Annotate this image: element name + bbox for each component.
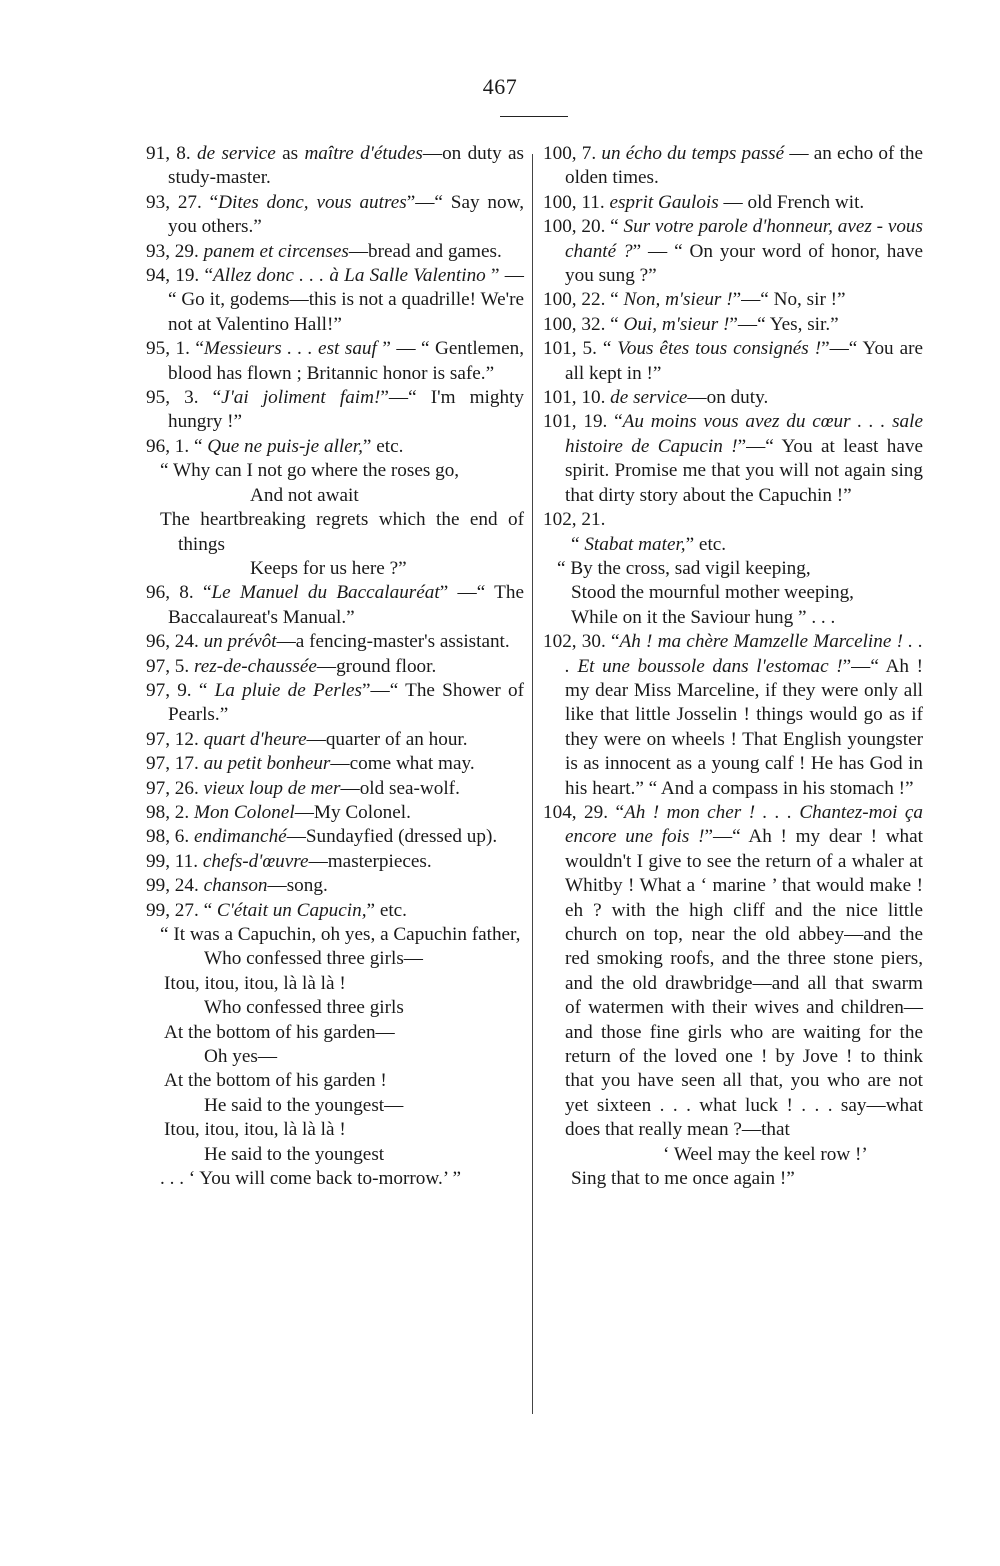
note-quote-mark: “	[596, 338, 618, 360]
note-translation: ” etc.	[362, 435, 404, 457]
note-translation: —masterpieces.	[308, 850, 432, 872]
note-french-term: vieux loup de mer	[203, 777, 341, 799]
note-entry	[146, 240, 524, 264]
verse-block	[146, 923, 524, 1191]
note-translation: ”—“ Say now, you others.”	[168, 191, 524, 238]
note-entry	[146, 264, 524, 337]
note-translation: ” etc.	[366, 899, 407, 921]
note-quote-mark: “	[191, 679, 215, 701]
verse-line: “ By the cross, sad vigil keeping,	[557, 557, 811, 579]
verse-line: He said to the youngest	[204, 1143, 385, 1165]
note-reference: 93, 29.	[146, 240, 199, 262]
note-entry	[146, 655, 524, 679]
note-quote-mark: “	[605, 313, 624, 335]
note-french-term: Messieurs . . . est sauf	[203, 338, 377, 360]
verse-line: At the bottom of his garden !	[164, 1070, 387, 1092]
verse-line: “ It was a Capuchin, oh yes, a Capuchin father,	[160, 924, 521, 945]
note-reference: 100, 7.	[543, 143, 597, 164]
note-reference: 91, 8.	[146, 143, 191, 164]
note-translation: ” — “ Go it, godems—this is not a quadrille! We're not at Valentino Hall!”	[168, 265, 524, 335]
note-reference: 100, 32.	[543, 313, 606, 335]
verse-line: And not await	[250, 484, 359, 506]
note-reference: 94, 19.	[146, 265, 200, 287]
note-french-term: au petit bonheur	[203, 753, 331, 775]
note-french-term: Le Manuel du Baccalauréat	[211, 582, 440, 604]
note-entry	[146, 386, 524, 435]
note-french-term: La pluie de Perles	[214, 679, 363, 701]
page-number: 467	[482, 74, 518, 99]
note-entry	[543, 508, 923, 532]
note-entry	[146, 630, 524, 654]
verse-line: At the bottom of his garden—	[164, 1021, 395, 1043]
note-entry	[543, 630, 923, 801]
note-reference: 96, 1.	[146, 435, 190, 457]
verse-line: . . . ‘ You will come back to-morrow.’ ”	[160, 1168, 462, 1190]
note-quote-mark: “	[605, 289, 624, 311]
note-french-term: Dites donc, vous autres	[218, 191, 407, 213]
note-translation: —ground floor.	[316, 655, 437, 677]
note-quote-mark: “	[189, 435, 208, 457]
note-entry	[146, 825, 524, 849]
note-reference: 98, 2.	[146, 801, 190, 823]
note-french-term: Au moins vous avez du cœur . . . sale histoire de Capucin !	[565, 411, 923, 457]
verse-block	[543, 533, 923, 631]
verse-line: Itou, itou, itou, là là là !	[164, 972, 346, 994]
note-french-term: panem et circenses	[203, 240, 349, 262]
note-reference: 97, 26.	[146, 777, 199, 799]
note-reference: 102, 30.	[543, 631, 606, 653]
note-french-term: C'était un Capucin,	[216, 899, 367, 921]
note-french-term: Ah ! mon cher ! . . . Chantez-moi ça encore une fois !	[565, 801, 923, 848]
note-translation: ” — “ Gentlemen, blood has flown ; Britannic honor is safe.”	[168, 338, 525, 384]
verse-italic: Stabat mater,	[584, 533, 686, 555]
note-french-term: rez-de-chaussée	[193, 655, 317, 677]
note-translation: —old sea-wolf.	[340, 777, 460, 799]
note-translation: ” —“ The Baccalaureat's Manual.”	[168, 582, 524, 628]
note-reference: 97, 12.	[146, 728, 199, 750]
note-reference: 101, 5.	[543, 338, 597, 360]
note-translation: ”—“ You are all kept in !”	[565, 338, 923, 384]
note-reference: 101, 19.	[543, 411, 608, 433]
note-reference: 95, 3.	[146, 387, 199, 409]
note-french-term: endimanché	[193, 826, 287, 848]
verse-block	[146, 459, 524, 581]
note-entry	[543, 142, 923, 191]
note-translation: —bread and games.	[348, 240, 502, 262]
note-entry	[543, 410, 923, 508]
note-translation: ” — “ On your word of honor, have you sung ?”	[565, 240, 923, 287]
note-translation: ”—“ Ah ! my dear ! what wouldn't I give to see the return of a whaler at Whitby ! What a ‘ marine ’ that would make ! eh ? with the high cliff and the nice little church on top, near the old abbey—and the red smoking roofs, and the three stone piers, and the old drawbridge—and all that swarm of watermen with their wives and children—and those fine girls who are waiting for the return of the loved one ! by Jove ! to think that you have seen all that, you who are not yet sixteen . . . what luck ! . . . say—what does that really mean ?—that	[565, 826, 923, 1141]
note-reference: 100, 11.	[543, 191, 605, 213]
note-entry	[543, 337, 923, 386]
note-french-term: Que ne puis-je aller,	[207, 435, 363, 457]
verse-line: Who confessed three girls—	[204, 948, 423, 970]
note-quote-mark: “	[605, 631, 620, 653]
note-translation: ”—“ No, sir !”	[732, 289, 846, 311]
verse-line: Itou, itou, itou, là là là !	[164, 1119, 346, 1141]
note-quote-mark: “	[607, 411, 623, 433]
verse-line: He said to the youngest—	[204, 1094, 404, 1116]
left-column	[146, 142, 524, 1191]
note-reference: 97, 9.	[146, 679, 192, 701]
verse-line: Keeps for us here ?”	[250, 557, 407, 579]
note-entry	[146, 777, 524, 801]
note-quote-mark: “	[201, 191, 219, 213]
note-translation: —on duty as study-master.	[168, 143, 524, 189]
note-entry	[146, 337, 524, 386]
note-entry	[543, 313, 923, 337]
note-translation: ”—“ Yes, sir.”	[729, 313, 839, 335]
note-entry	[543, 191, 923, 215]
verse-line: Stood the mournful mother weeping,	[571, 582, 854, 604]
note-translation: —a fencing-master's assistant.	[276, 631, 510, 653]
note-french-term: maître d'études	[304, 143, 423, 164]
note-quote-mark: “	[189, 338, 204, 360]
note-french-term: quart d'heure	[203, 728, 307, 750]
column-divider	[532, 154, 533, 1414]
note-translation: —My Colonel.	[294, 801, 411, 823]
verse-line: While on it the Saviour hung ” . . .	[571, 606, 836, 628]
note-reference: 96, 8.	[146, 582, 194, 604]
note-translation: —come what may.	[330, 753, 475, 775]
verse-line: Who confessed three girls	[204, 997, 404, 1019]
note-french-term: Vous êtes tous consignés !	[617, 338, 822, 360]
note-entry	[146, 728, 524, 752]
note-quote-mark: “	[198, 899, 217, 921]
verse-line: “ Stabat mater,” etc.	[571, 533, 727, 555]
note-quote-mark: “	[608, 801, 625, 823]
note-reference: 97, 17.	[146, 753, 199, 775]
note-translation: —song.	[267, 875, 328, 897]
note-entry	[146, 899, 524, 923]
note-french-term: Sur votre parole d'honneur, avez - vous chanté ?	[565, 216, 923, 262]
note-entry	[543, 386, 923, 410]
note-entry	[146, 142, 524, 191]
note-quote-mark: “	[198, 387, 222, 409]
verse-block	[543, 1143, 923, 1192]
note-french-term: Ah ! ma chère Mamzelle Marceline ! . . . Et une boussole dans l'estomac !	[565, 631, 923, 677]
note-reference: 99, 11.	[146, 850, 199, 872]
note-translation: ”—“ The Shower of Pearls.”	[168, 679, 524, 726]
note-reference: 99, 27.	[146, 899, 199, 921]
note-entry	[543, 801, 923, 1143]
verse-line: Sing that to me once again !”	[571, 1168, 795, 1190]
note-entry	[146, 679, 524, 728]
note-french-term: Oui, m'sieur !	[623, 313, 730, 335]
note-reference: 97, 5.	[146, 655, 190, 677]
note-entry	[146, 581, 524, 630]
note-entry	[146, 850, 524, 874]
note-reference: 104, 29.	[543, 801, 609, 823]
note-french-term: esprit Gaulois	[609, 191, 719, 213]
note-entry	[543, 288, 923, 312]
note-translation: ”—“ Ah ! my dear Miss Marceline, if they were only all like that little Josselin ! things would go as if they were on wheels ! That English youngster is as innocent as a young calf ! He has God in his heart.” “ And a compass in his stomach !”	[565, 655, 923, 799]
note-translation: —quarter of an hour.	[306, 728, 468, 750]
note-reference: 96, 24.	[146, 631, 199, 653]
note-french-term: J'ai joliment faim!	[221, 387, 381, 409]
note-reference: 100, 20.	[543, 216, 606, 238]
note-entry	[146, 874, 524, 898]
note-quote-mark: “	[193, 582, 212, 604]
note-reference: 93, 27.	[146, 191, 202, 213]
note-reference: 98, 6.	[146, 826, 190, 848]
note-entry	[146, 191, 524, 240]
note-translation: — an echo of the olden times.	[565, 143, 924, 189]
note-french-term: Mon Colonel	[193, 801, 295, 823]
note-french-term: chefs-d'œuvre	[202, 850, 309, 872]
note-translation: ”—“ You at least have spirit. Promise me that you will not again sing that dirty story about the Capuchin !”	[565, 435, 923, 506]
note-french-term: de service	[197, 143, 276, 164]
verse-line: Oh yes—	[204, 1046, 278, 1068]
header-rule	[500, 116, 568, 117]
note-reference: 99, 24.	[146, 875, 199, 897]
note-french-term: Non, m'sieur !	[623, 289, 733, 311]
verse-line: ‘ Weel may the keel row !’	[663, 1143, 868, 1165]
note-translation: as	[275, 143, 305, 164]
note-entry	[146, 752, 524, 776]
note-french-term: un prévôt	[203, 631, 277, 653]
note-french-term: chanson	[203, 875, 268, 897]
note-quote-mark: “	[199, 265, 214, 287]
note-translation: ”—“ I'm mighty hungry !”	[168, 387, 524, 433]
note-entry	[146, 435, 524, 459]
verse-line: The heartbreaking regrets which the end of things	[160, 509, 524, 555]
note-french-term: de service	[610, 387, 688, 409]
note-reference: 101, 10.	[543, 387, 606, 409]
note-reference: 95, 1.	[146, 338, 190, 360]
note-french-term: un écho du temps passé	[601, 143, 785, 164]
note-reference: 100, 22.	[543, 289, 606, 311]
note-translation: —on duty.	[687, 387, 769, 409]
note-reference: 102, 21.	[543, 509, 606, 531]
note-french-term: Allez donc . . . à La Salle Valentino	[213, 265, 486, 287]
verse-line: “ Why can I not go where the roses go,	[160, 460, 460, 482]
note-translation: —Sundayfied (dressed up).	[286, 826, 498, 848]
note-entry	[146, 801, 524, 825]
note-quote-mark: “	[605, 216, 624, 238]
note-entry	[543, 215, 923, 288]
right-column	[543, 142, 923, 1191]
note-translation: — old French wit.	[718, 191, 865, 213]
